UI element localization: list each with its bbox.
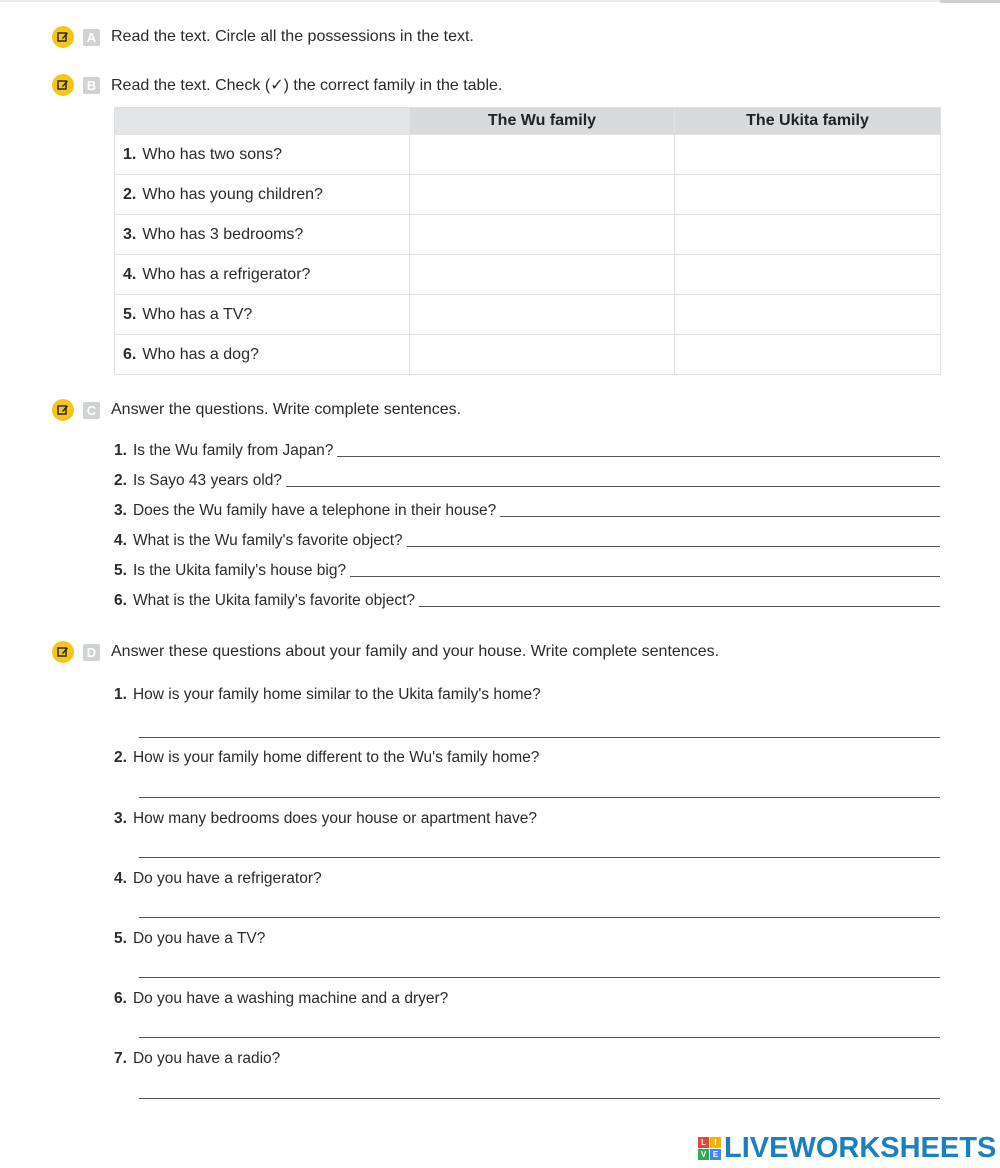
pencil-icon <box>52 641 74 663</box>
check-cell-wu[interactable] <box>410 215 675 255</box>
section-letter-a: A <box>83 29 100 46</box>
question-line <box>114 592 940 610</box>
answer-line[interactable] <box>407 532 940 547</box>
question-number: 6. <box>114 990 127 1007</box>
logo-grid-cell: V <box>698 1149 709 1160</box>
question-line <box>114 472 940 490</box>
answer-line[interactable] <box>337 442 940 457</box>
table-row <box>115 175 941 215</box>
check-cell-ukita[interactable] <box>675 255 941 295</box>
pencil-icon <box>52 74 74 96</box>
question-text: How many bedrooms does your house or apartment have? <box>132 810 538 827</box>
question-number: 5. <box>114 562 127 579</box>
question-text: How is your family home different to the Wu's family home? <box>132 749 540 766</box>
question-number: 1. <box>123 145 137 163</box>
section-letter-c: C <box>83 402 100 419</box>
question-line <box>114 532 940 550</box>
question-number: 4. <box>114 532 127 549</box>
check-cell-ukita[interactable] <box>675 175 941 215</box>
row-question <box>115 135 410 175</box>
question-line <box>114 930 265 948</box>
question-text: Who has two sons? <box>142 145 282 163</box>
question-number: 2. <box>114 749 127 766</box>
table-header-blank <box>115 108 410 135</box>
family-table <box>114 107 941 375</box>
section-a-instruction: Read the text. Circle all the possessions in the text. <box>111 28 474 45</box>
check-cell-ukita[interactable] <box>675 215 941 255</box>
section-letter-d: D <box>83 644 100 661</box>
question-line <box>114 990 448 1008</box>
check-cell-wu[interactable] <box>410 295 675 335</box>
top-border-accent <box>940 0 1000 3</box>
question-line <box>114 810 537 828</box>
question-text: Who has a refrigerator? <box>142 265 311 283</box>
logo-grid-cell: L <box>698 1137 709 1148</box>
question-number: 2. <box>123 185 137 203</box>
row-question <box>115 255 410 295</box>
question-number: 3. <box>114 502 127 519</box>
check-cell-wu[interactable] <box>410 135 675 175</box>
question-number: 7. <box>114 1050 127 1067</box>
question-number: 2. <box>114 472 127 489</box>
pencil-icon <box>52 399 74 421</box>
pencil-icon <box>52 26 74 48</box>
question-text: Who has young children? <box>142 185 323 203</box>
question-number: 3. <box>123 225 137 243</box>
question-text: Is Sayo 43 years old? <box>132 472 282 489</box>
row-question <box>115 295 410 335</box>
question-text: What is the Wu family's favorite object? <box>132 532 403 549</box>
question-number: 3. <box>114 810 127 827</box>
question-line <box>114 502 940 520</box>
section-b-instruction: Read the text. Check (✓) the correct family in the table. <box>111 77 503 94</box>
check-cell-wu[interactable] <box>410 335 675 375</box>
question-line <box>114 1050 280 1068</box>
answer-line[interactable] <box>139 917 940 918</box>
question-text: Does the Wu family have a telephone in their house? <box>132 502 497 519</box>
answer-line[interactable] <box>139 737 940 738</box>
table-row <box>115 135 941 175</box>
answer-line[interactable] <box>500 502 940 517</box>
answer-line[interactable] <box>139 1037 940 1038</box>
table-header-row <box>115 108 941 135</box>
answer-line[interactable] <box>419 592 940 607</box>
check-cell-wu[interactable] <box>410 255 675 295</box>
liveworksheets-logo <box>698 1133 996 1163</box>
check-cell-ukita[interactable] <box>675 335 941 375</box>
question-text: Who has 3 bedrooms? <box>142 225 304 243</box>
question-number: 5. <box>123 305 137 323</box>
question-line <box>114 442 940 460</box>
question-line <box>114 749 539 767</box>
logo-grid-cell: E <box>710 1149 721 1160</box>
check-cell-ukita[interactable] <box>675 295 941 335</box>
question-number: 6. <box>114 592 127 609</box>
question-text: Do you have a TV? <box>132 930 266 947</box>
question-number: 4. <box>123 265 137 283</box>
row-question <box>115 175 410 215</box>
question-number: 5. <box>114 930 127 947</box>
logo-grid-cell: I <box>710 1137 721 1148</box>
question-number: 1. <box>114 686 127 703</box>
question-text: Is the Ukita family's house big? <box>132 562 347 579</box>
answer-line[interactable] <box>139 977 940 978</box>
table-row <box>115 335 941 375</box>
question-text: What is the Ukita family's favorite object? <box>132 592 416 609</box>
answer-line[interactable] <box>286 472 940 487</box>
answer-line[interactable] <box>350 562 940 577</box>
answer-line[interactable] <box>139 857 940 858</box>
question-number: 1. <box>114 442 127 459</box>
table-row <box>115 255 941 295</box>
section-b-header <box>52 72 502 98</box>
question-number: 4. <box>114 870 127 887</box>
section-d-header <box>52 639 719 665</box>
question-text: How is your family home similar to the Ukita family's home? <box>132 686 541 703</box>
logo-text: LIVEWORKSHEETS <box>724 1131 997 1164</box>
section-a-header <box>52 24 474 50</box>
check-cell-ukita[interactable] <box>675 135 941 175</box>
table-row <box>115 215 941 255</box>
question-line <box>114 562 940 580</box>
question-text: Who has a dog? <box>142 345 259 363</box>
section-d-instruction: Answer these questions about your family and your house. Write complete sentences. <box>111 643 720 660</box>
section-letter-b: B <box>83 77 100 94</box>
column-header-wu: The Wu family <box>410 108 675 135</box>
question-text: Do you have a refrigerator? <box>132 870 322 887</box>
column-header-ukita: The Ukita family <box>675 108 941 135</box>
question-text: Who has a TV? <box>142 305 253 323</box>
check-cell-wu[interactable] <box>410 175 675 215</box>
question-text: Is the Wu family from Japan? <box>132 442 334 459</box>
logo-grid-icon <box>698 1137 721 1160</box>
answer-line[interactable] <box>139 1098 940 1099</box>
question-line <box>114 686 541 704</box>
question-text: Do you have a washing machine and a dryer? <box>132 990 449 1007</box>
row-question <box>115 215 410 255</box>
section-c-instruction: Answer the questions. Write complete sentences. <box>111 401 462 418</box>
table-row <box>115 295 941 335</box>
section-c-header <box>52 397 461 423</box>
question-line <box>114 870 322 888</box>
answer-line[interactable] <box>139 797 940 798</box>
row-question <box>115 335 410 375</box>
question-text: Do you have a radio? <box>132 1050 281 1067</box>
question-number: 6. <box>123 345 137 363</box>
top-border <box>0 0 1000 2</box>
